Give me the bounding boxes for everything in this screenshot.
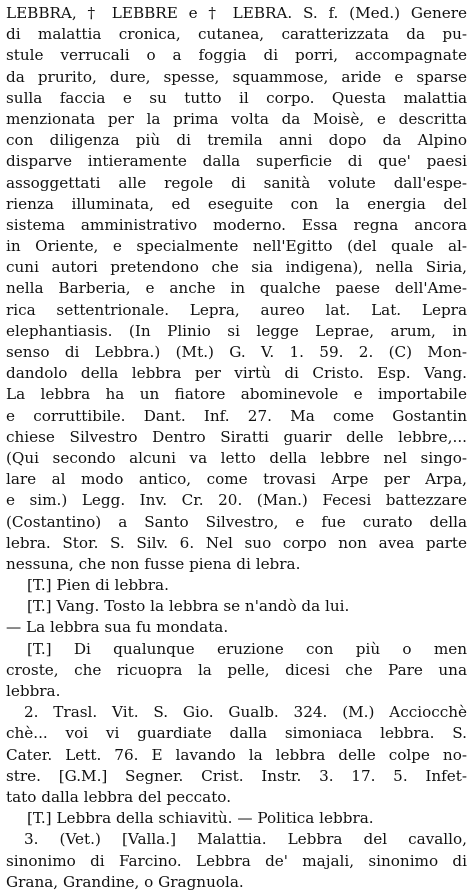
entry-line: senso di Lebbra.) (Mt.) G. V. 1. 59. 2. (C) Mon- [6, 343, 467, 361]
entry-line: [T.] Vang. Tosto la lebbra se n'andò da lui. [27, 597, 350, 616]
entry-line: assoggettati alle regole di sanità volute dall'espe- [6, 173, 467, 192]
entry-line: Cater. Lett. 76. E lavando la lebbra delle colpe no- [6, 745, 467, 764]
entry-line: [T.] Di qualunque eruzione con più o men [27, 639, 467, 658]
entry-line: chiese Silvestro Dentro Siratti guarir delle lebbre,... [6, 427, 467, 446]
entry-line: menzionata per la prima volta da Moisè, e descritta [6, 109, 467, 128]
entry-line: [T.] Lebbra della schiavitù. — Politica lebbra. [27, 809, 374, 828]
entry-line: stule verrucali o a foggia di porri, accompagnate [6, 46, 467, 65]
entry-line: lare al modo antico, come trovasi Arpe per Arpa, [6, 470, 467, 489]
entry-line: — La lebbra sua fu mondata. [6, 618, 229, 637]
entry-line: di malattia cronica, cutanea, caratterizzata da pu- [6, 25, 467, 44]
entry-line: (Costantino) a Santo Silvestro, e fue curato della [6, 512, 467, 531]
entry-line: tato dalla lebbra del peccato. [6, 787, 232, 806]
entry-line: 2. Trasl. Vit. S. Gio. Gualb. 324. (M.) Acciocchè [24, 703, 467, 722]
entry-line: da prurito, dure, spesse, squammose, aride e sparse [6, 67, 467, 86]
entry-line: dandolo della lebbra per virtù di Cristo. Esp. Vang. [6, 364, 467, 383]
entry-line: elephantiasis. (In Plinio si legge Leprae, arum, in [6, 321, 467, 340]
entry-line: La lebbra ha un fiatore abominevole e importabile [6, 385, 467, 404]
entry-line: [T.] Pien di lebbra. [27, 576, 169, 595]
entry-line: Grana, Grandine, o Gragnuola. [6, 872, 244, 891]
entry-line: rienza illuminata, ed eseguite con la energia del [6, 194, 467, 213]
entry-line: e sim.) Legg. Inv. Cr. 20. (Man.) Fecesi battezzare [6, 491, 467, 510]
entry-line: lebbra. [6, 682, 61, 700]
entry-line: sistema amministrativo moderno. Essa regna ancora [6, 215, 467, 234]
entry-line: con diligenza più di tremila anni dopo da Alpino [6, 131, 467, 150]
entry-line: nella Barberia, e anche in qualche paese dell'Ame- [6, 279, 467, 298]
entry-line: croste, che ricuopra la pelle, dicesi che Pare una [6, 660, 467, 679]
entry-line: rica settentrionale. Lepra, aureo lat. Lat. Lepra [6, 300, 467, 319]
entry-line: e corruttibile. Dant. Inf. 27. Ma come Gostantin [6, 406, 467, 425]
entry-line: cuni autori pretendono che sia indigena), nella Siria, [6, 258, 467, 277]
entry-line: (Qui secondo alcuni va letto della lebbre nel singo- [6, 448, 467, 467]
entry-line: disparve intieramente dalla superficie di que' paesi [6, 152, 467, 171]
entry-line: 3. (Vet.) [Valla.] Malattia. Lebbra del cavallo, [24, 830, 467, 849]
entry-line: in Oriente, e specialmente nell'Egitto (del quale al- [6, 237, 467, 256]
entry-line: chè... voi vi guardiate dalla simoniaca lebbra. S. [6, 724, 467, 743]
entry-line: nessuna, che non fusse piena di lebra. [6, 554, 301, 573]
entry-line: sinonimo di Farcino. Lebbra de' majali, sinonimo di [6, 851, 467, 870]
entry-line: lebra. Stor. S. Silv. 6. Nel suo corpo non avea parte [6, 533, 467, 552]
entry-line: LEBBRA, † LEBBRE e † LEBRA. S. f. (Med.) Genere [6, 4, 467, 22]
entry-line: stre. [G.M.] Segner. Crist. Instr. 3. 17. 5. Infet- [6, 766, 467, 785]
entry-line: sulla faccia e su tutto il corpo. Questa malattia [6, 88, 467, 107]
